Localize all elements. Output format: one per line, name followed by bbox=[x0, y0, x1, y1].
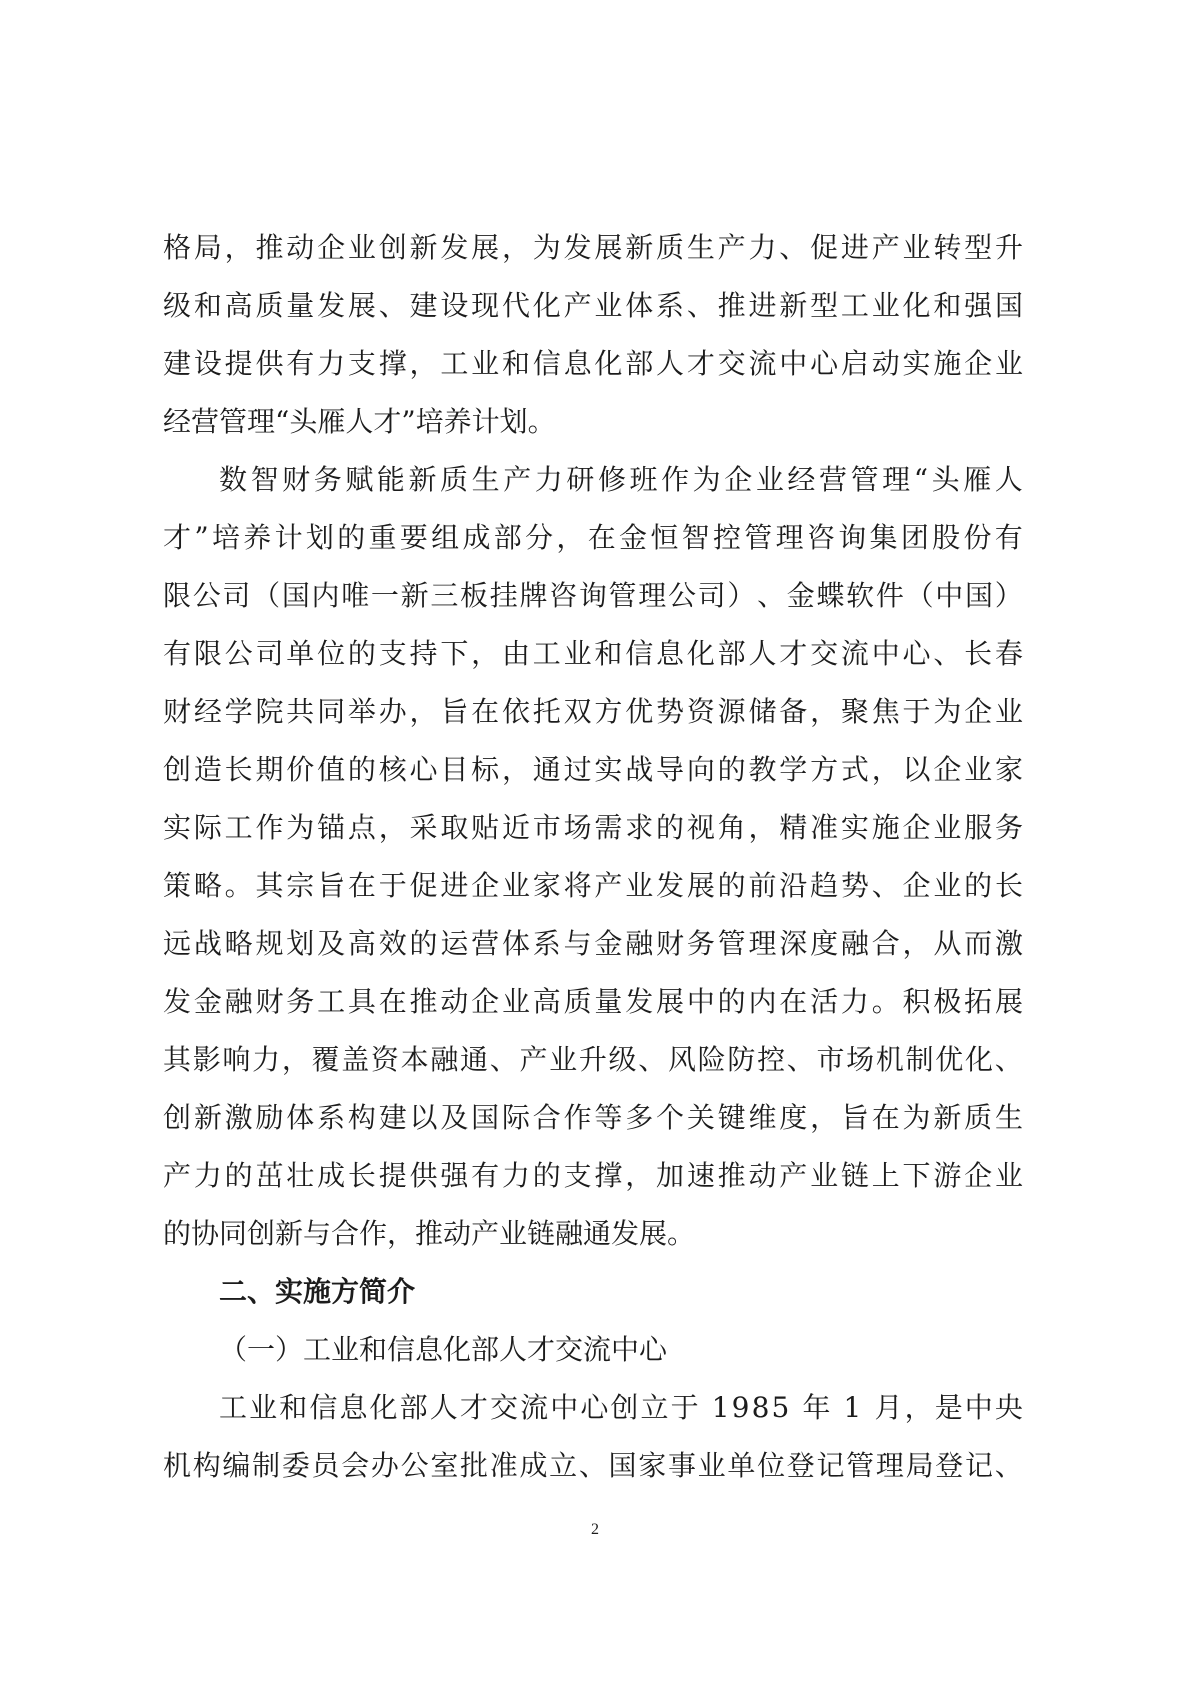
text-line: 有 限 公 司 单 位 的 支 持 下 ， 由 工 业 和 信 息 化 部 人 才 交 流 中 心 、 长 春 bbox=[163, 637, 1023, 670]
section-heading: 二、实施方简介 bbox=[219, 1275, 416, 1308]
subsection-heading: （一）工业和信息化部人才交流中心 bbox=[219, 1333, 668, 1366]
text-line: 工 业 和 信 息 化 部 人 才 交 流 中 心 创 立 于 1 9 8 5 年 1 月 ， 是 中 央 bbox=[219, 1391, 1023, 1424]
text-line: 远 战 略 规 划 及 高 效 的 运 营 体 系 与 金 融 财 务 管 理 深 度 融 合 ， 从 而 激 bbox=[163, 927, 1023, 960]
text-line: 机 构 编 制 委 员 会 办 公 室 批 准 成 立 、 国 家 事 业 单 位 登 记 管 理 局 登 记 、 bbox=[163, 1449, 1023, 1482]
text-line: 的协同创新与合作，推动产业链融通发展。 bbox=[163, 1217, 696, 1250]
text-line: 发 金 融 财 务 工 具 在 推 动 企 业 高 质 量 发 展 中 的 内 在 活 力 。 积 极 拓 展 bbox=[163, 985, 1023, 1018]
text-line: 策 略 。 其 宗 旨 在 于 促 进 企 业 家 将 产 业 发 展 的 前 沿 趋 势 、 企 业 的 长 bbox=[163, 869, 1023, 902]
text-line: 实 际 工 作 为 锚 点 ， 采 取 贴 近 市 场 需 求 的 视 角 ， 精 准 实 施 企 业 服 务 bbox=[163, 811, 1023, 844]
text-line: 级 和 高 质 量 发 展 、 建 设 现 代 化 产 业 体 系 、 推 进 新 型 工 业 化 和 强 国 bbox=[163, 289, 1023, 322]
text-line: 建 设 提 供 有 力 支 撑 ， 工 业 和 信 息 化 部 人 才 交 流 中 心 启 动 实 施 企 业 bbox=[163, 347, 1023, 380]
text-line: 创 新 激 励 体 系 构 建 以 及 国 际 合 作 等 多 个 关 键 维 度 ， 旨 在 为 新 质 生 bbox=[163, 1101, 1023, 1134]
text-line: 财 经 学 院 共 同 举 办 ， 旨 在 依 托 双 方 优 势 资 源 储 备 ， 聚 焦 于 为 企 业 bbox=[163, 695, 1023, 728]
text-line: 创 造 长 期 价 值 的 核 心 目 标 ， 通 过 实 战 导 向 的 教 学 方 式 ， 以 企 业 家 bbox=[163, 753, 1023, 786]
text-line: 经营管理“头雁人才”培养计划。 bbox=[163, 405, 556, 438]
text-line: 限 公 司 （ 国 内 唯 一 新 三 板 挂 牌 咨 询 管 理 公 司 ） 、 金 蝶 软 件 （ 中 国 ） bbox=[163, 579, 1023, 612]
page-number: 2 bbox=[591, 1521, 599, 1538]
text-line: 格 局 ， 推 动 企 业 创 新 发 展 ， 为 发 展 新 质 生 产 力 、 促 进 产 业 转 型 升 bbox=[163, 231, 1023, 264]
text-line: 才 ” 培 养 计 划 的 重 要 组 成 部 分 ， 在 金 恒 智 控 管 理 咨 询 集 团 股 份 有 bbox=[163, 521, 1023, 554]
text-line: 其 影 响 力 ， 覆 盖 资 本 融 通 、 产 业 升 级 、 风 险 防 控 、 市 场 机 制 优 化 、 bbox=[163, 1043, 1023, 1076]
text-line: 产 力 的 茁 壮 成 长 提 供 强 有 力 的 支 撑 ， 加 速 推 动 产 业 链 上 下 游 企 业 bbox=[163, 1159, 1023, 1192]
text-line: 数 智 财 务 赋 能 新 质 生 产 力 研 修 班 作 为 企 业 经 营 管 理 “ 头 雁 人 bbox=[219, 463, 1023, 496]
